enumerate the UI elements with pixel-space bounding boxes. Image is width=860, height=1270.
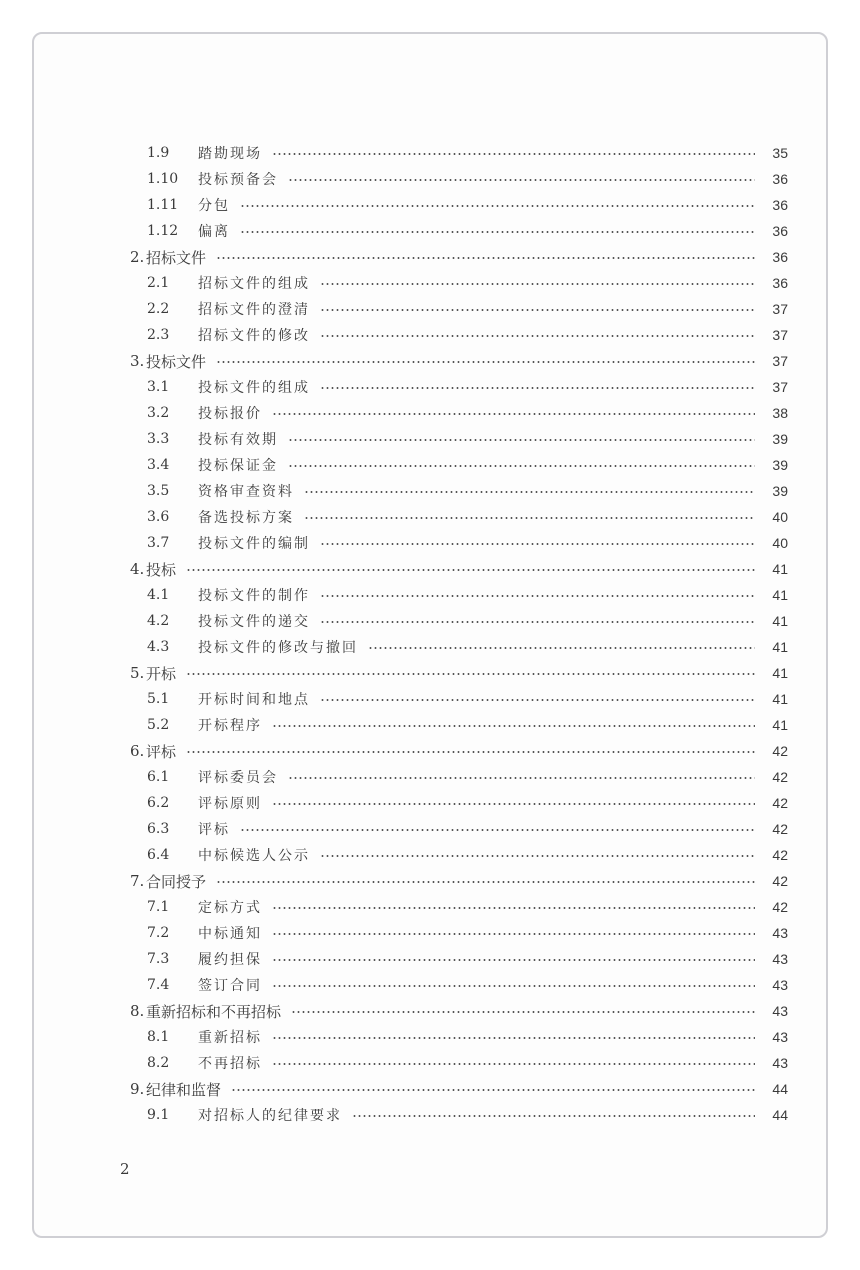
toc-section-entry — [0, 998, 860, 1024]
toc-subsection-entry — [0, 686, 860, 712]
entry-number: 1.10 — [147, 171, 179, 187]
entry-title: 投标文件的制作 — [198, 588, 310, 604]
dot-leader — [304, 517, 755, 519]
entry-number: 6.3 — [147, 821, 170, 837]
dot-leader — [272, 803, 755, 805]
entry-title: 履约担保 — [198, 952, 262, 968]
entry-title: 开标 — [146, 664, 177, 683]
entry-title: 评标委员会 — [198, 770, 278, 786]
entry-title: 开标时间和地点 — [198, 692, 310, 708]
entry-number: 2.1 — [147, 275, 170, 291]
entry-page: 43 — [772, 1029, 788, 1045]
entry-title: 投标文件的修改与撤回 — [198, 640, 358, 656]
dot-leader — [231, 1089, 755, 1091]
entry-page: 37 — [772, 379, 788, 395]
entry-page: 37 — [772, 301, 788, 317]
entry-title: 评标 — [146, 742, 177, 761]
entry-number: 7.1 — [147, 899, 170, 915]
entry-page: 42 — [772, 743, 788, 759]
entry-number: 1.12 — [147, 223, 179, 239]
entry-title: 纪律和监督 — [146, 1080, 222, 1099]
entry-number: 8.1 — [147, 1029, 170, 1045]
entry-page: 39 — [772, 457, 788, 473]
entry-page: 41 — [772, 613, 788, 629]
entry-page: 41 — [772, 665, 788, 681]
dot-leader — [352, 1115, 755, 1117]
entry-page: 43 — [772, 951, 788, 967]
entry-page: 44 — [772, 1107, 788, 1123]
entry-number: 6. — [130, 742, 145, 760]
entry-title: 投标保证金 — [198, 458, 278, 474]
toc-subsection-entry — [0, 504, 860, 530]
entry-number: 3.6 — [147, 509, 170, 525]
toc-subsection-entry — [0, 166, 860, 192]
entry-number: 3.3 — [147, 431, 170, 447]
entry-page: 43 — [772, 977, 788, 993]
entry-page: 40 — [772, 535, 788, 551]
entry-title: 资格审查资料 — [198, 484, 294, 500]
entry-page: 36 — [772, 171, 788, 187]
entry-page: 35 — [772, 145, 788, 161]
dot-leader — [186, 673, 755, 675]
toc-section-entry — [0, 660, 860, 686]
entry-title: 投标 — [146, 560, 177, 579]
entry-page: 41 — [772, 717, 788, 733]
toc-subsection-entry — [0, 322, 860, 348]
entry-number: 9. — [130, 1080, 145, 1098]
entry-title: 招标文件 — [146, 248, 207, 267]
dot-leader — [288, 777, 755, 779]
entry-title: 投标有效期 — [198, 432, 278, 448]
toc-subsection-entry — [0, 478, 860, 504]
entry-title: 投标文件 — [146, 352, 207, 371]
dot-leader — [288, 465, 755, 467]
toc-subsection-entry — [0, 634, 860, 660]
toc-section-entry — [0, 738, 860, 764]
toc-subsection-entry — [0, 192, 860, 218]
toc-subsection-entry — [0, 270, 860, 296]
dot-leader — [288, 439, 755, 441]
entry-title: 评标原则 — [198, 796, 262, 812]
entry-page: 44 — [772, 1081, 788, 1097]
toc-subsection-entry — [0, 374, 860, 400]
entry-title: 招标文件的澄清 — [198, 302, 310, 318]
toc-subsection-entry — [0, 218, 860, 244]
toc-subsection-entry — [0, 790, 860, 816]
dot-leader — [272, 413, 755, 415]
dot-leader — [320, 855, 755, 857]
entry-number: 8. — [130, 1002, 145, 1020]
entry-title: 对招标人的纪律要求 — [198, 1108, 342, 1124]
toc-subsection-entry — [0, 1102, 860, 1128]
dot-leader — [320, 335, 755, 337]
entry-number: 5.1 — [147, 691, 170, 707]
entry-number: 7. — [130, 872, 145, 890]
toc-subsection-entry — [0, 972, 860, 998]
entry-page: 41 — [772, 639, 788, 655]
toc-subsection-entry — [0, 920, 860, 946]
dot-leader — [216, 361, 755, 363]
entry-title: 中标候选人公示 — [198, 848, 310, 864]
entry-page: 38 — [772, 405, 788, 421]
toc-section-entry — [0, 556, 860, 582]
entry-page: 36 — [772, 197, 788, 213]
toc-subsection-entry — [0, 426, 860, 452]
dot-leader — [272, 1037, 755, 1039]
dot-leader — [272, 725, 755, 727]
toc-subsection-entry — [0, 140, 860, 166]
toc-subsection-entry — [0, 400, 860, 426]
dot-leader — [304, 491, 755, 493]
toc-section-entry — [0, 1076, 860, 1102]
toc-section-entry — [0, 348, 860, 374]
dot-leader — [186, 751, 755, 753]
toc-section-entry — [0, 244, 860, 270]
dot-leader — [216, 881, 755, 883]
entry-title: 分包 — [198, 198, 230, 214]
entry-number: 7.4 — [147, 977, 170, 993]
entry-title: 踏勘现场 — [198, 146, 262, 162]
page-number: 2 — [120, 1160, 130, 1178]
dot-leader — [240, 231, 755, 233]
entry-number: 3.5 — [147, 483, 170, 499]
toc-subsection-entry — [0, 296, 860, 322]
entry-title: 投标文件的编制 — [198, 536, 310, 552]
entry-title: 重新招标和不再招标 — [146, 1002, 282, 1021]
toc-subsection-entry — [0, 530, 860, 556]
toc-subsection-entry — [0, 894, 860, 920]
entry-number: 6.4 — [147, 847, 170, 863]
entry-title: 重新招标 — [198, 1030, 262, 1046]
dot-leader — [288, 179, 755, 181]
entry-title: 投标文件的递交 — [198, 614, 310, 630]
dot-leader — [272, 959, 755, 961]
entry-title: 中标通知 — [198, 926, 262, 942]
entry-page: 41 — [772, 561, 788, 577]
toc-subsection-entry — [0, 946, 860, 972]
entry-title: 招标文件的组成 — [198, 276, 310, 292]
entry-number: 2. — [130, 248, 145, 266]
dot-leader — [272, 933, 755, 935]
dot-leader — [186, 569, 755, 571]
entry-page: 39 — [772, 431, 788, 447]
entry-page: 37 — [772, 327, 788, 343]
entry-number: 5.2 — [147, 717, 170, 733]
entry-page: 40 — [772, 509, 788, 525]
entry-page: 42 — [772, 847, 788, 863]
entry-number: 3.1 — [147, 379, 170, 395]
entry-number: 3.7 — [147, 535, 170, 551]
dot-leader — [320, 699, 755, 701]
entry-title: 评标 — [198, 822, 230, 838]
entry-number: 5. — [130, 664, 145, 682]
entry-number: 7.3 — [147, 951, 170, 967]
entry-page: 36 — [772, 223, 788, 239]
dot-leader — [320, 543, 755, 545]
entry-title: 招标文件的修改 — [198, 328, 310, 344]
entry-number: 4.1 — [147, 587, 170, 603]
toc-subsection-entry — [0, 452, 860, 478]
toc-subsection-entry — [0, 764, 860, 790]
entry-page: 42 — [772, 821, 788, 837]
entry-title: 开标程序 — [198, 718, 262, 734]
entry-number: 1.11 — [147, 197, 179, 213]
toc-subsection-entry — [0, 816, 860, 842]
toc-subsection-entry — [0, 608, 860, 634]
dot-leader — [320, 309, 755, 311]
dot-leader — [272, 1063, 755, 1065]
entry-title: 签订合同 — [198, 978, 262, 994]
entry-number: 2.3 — [147, 327, 170, 343]
entry-number: 6.1 — [147, 769, 170, 785]
toc-subsection-entry — [0, 842, 860, 868]
toc-subsection-entry — [0, 582, 860, 608]
dot-leader — [368, 647, 755, 649]
dot-leader — [291, 1011, 755, 1013]
entry-title: 备选投标方案 — [198, 510, 294, 526]
entry-number: 6.2 — [147, 795, 170, 811]
entry-number: 4. — [130, 560, 145, 578]
entry-page: 43 — [772, 925, 788, 941]
entry-number: 3.4 — [147, 457, 170, 473]
entry-page: 36 — [772, 249, 788, 265]
entry-title: 不再招标 — [198, 1056, 262, 1072]
entry-number: 4.2 — [147, 613, 170, 629]
entry-number: 8.2 — [147, 1055, 170, 1071]
dot-leader — [320, 283, 755, 285]
toc-subsection-entry — [0, 1050, 860, 1076]
entry-title: 投标文件的组成 — [198, 380, 310, 396]
dot-leader — [320, 387, 755, 389]
entry-page: 42 — [772, 899, 788, 915]
entry-number: 9.1 — [147, 1107, 170, 1123]
entry-number: 3.2 — [147, 405, 170, 421]
dot-leader — [272, 907, 755, 909]
entry-title: 偏离 — [198, 224, 230, 240]
entry-page: 41 — [772, 587, 788, 603]
dot-leader — [216, 257, 755, 259]
toc-subsection-entry — [0, 1024, 860, 1050]
entry-title: 合同授予 — [146, 872, 207, 891]
entry-page: 39 — [772, 483, 788, 499]
entry-number: 4.3 — [147, 639, 170, 655]
entry-number: 3. — [130, 352, 145, 370]
dot-leader — [272, 985, 755, 987]
dot-leader — [320, 621, 755, 623]
entry-title: 投标预备会 — [198, 172, 278, 188]
entry-page: 42 — [772, 769, 788, 785]
entry-number: 7.2 — [147, 925, 170, 941]
entry-title: 投标报价 — [198, 406, 262, 422]
entry-page: 36 — [772, 275, 788, 291]
entry-number: 2.2 — [147, 301, 170, 317]
dot-leader — [272, 153, 755, 155]
entry-page: 42 — [772, 873, 788, 889]
entry-page: 37 — [772, 353, 788, 369]
toc-section-entry — [0, 868, 860, 894]
entry-page: 43 — [772, 1055, 788, 1071]
toc-subsection-entry — [0, 712, 860, 738]
entry-page: 41 — [772, 691, 788, 707]
entry-page: 43 — [772, 1003, 788, 1019]
dot-leader — [240, 205, 755, 207]
entry-number: 1.9 — [147, 145, 170, 161]
dot-leader — [320, 595, 755, 597]
entry-title: 定标方式 — [198, 900, 262, 916]
dot-leader — [240, 829, 755, 831]
entry-page: 42 — [772, 795, 788, 811]
